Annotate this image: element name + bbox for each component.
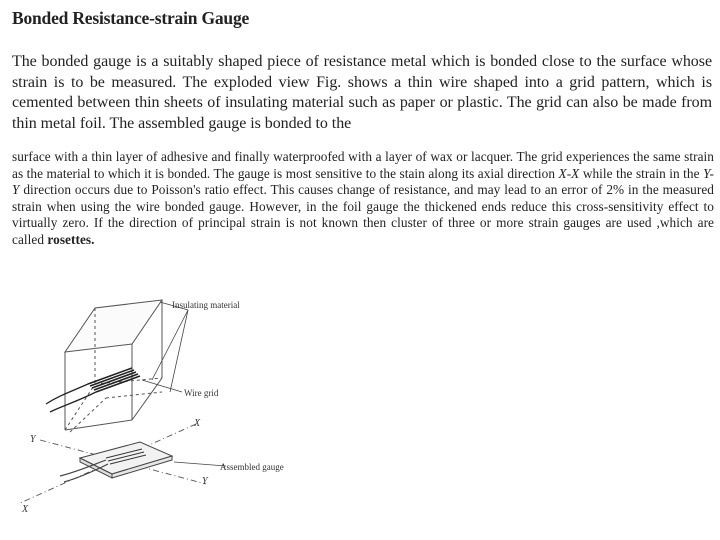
body-text-2: while the strain in the bbox=[579, 165, 704, 181]
axis-x-top-label: X bbox=[194, 418, 201, 429]
body-paragraph bbox=[12, 149, 714, 248]
wire-grid bbox=[46, 368, 140, 412]
upper-insulating-sheet bbox=[65, 300, 162, 430]
axis-y-right-label: Y bbox=[202, 476, 208, 487]
wire-grid-label: Wire grid bbox=[184, 388, 219, 398]
strain-gauge-figure bbox=[10, 280, 340, 520]
insulating-material-label: Insulating material bbox=[172, 300, 240, 310]
axis-y-term: Y- Y bbox=[12, 165, 714, 197]
axis-x-term: X-X bbox=[558, 165, 580, 181]
intro-paragraph: The bonded gauge is a suitably shaped piece of resistance metal which is bonded close to the surface whose strain is to be measured. The exploded view Fig. shows a thin wire shaped into a grid pattern, which is cemented between thin sheets of insulating material such as paper or plastic. The grid can also be made from thin metal foil. The assembled gauge is bonded to the bbox=[12, 53, 712, 132]
body-text-3: direction occurs due to Poisson's ratio effect. This causes change of resistance, and may lead to an error of 2% in the measured strain when using the wire bonded gauge. However, in the foil gauge the thickened ends reduce this cross-sensitivity effect to virtually zero. If the direction of principal strain is not known then cluster of three or more strain gauges are used ,which are called bbox=[12, 182, 714, 247]
body-text-1: surface with a thin layer of adhesive and finally waterproofed with a layer of wax or lacquer. The grid experiences the same strain as the material to which it is bonded. The gauge is most sensitive to the stain along its axial direction bbox=[12, 149, 714, 181]
assembled-gauge-label: Assembled gauge bbox=[220, 462, 284, 472]
axis-x-bottom-label: X bbox=[22, 504, 29, 515]
assembled-gauge bbox=[60, 442, 172, 482]
leader-lines bbox=[142, 302, 226, 466]
page-title: Bonded Resistance-strain Gauge bbox=[12, 8, 250, 28]
rosettes-term: rosettes. bbox=[47, 231, 95, 247]
axis-y-left-label: Y bbox=[30, 434, 36, 445]
